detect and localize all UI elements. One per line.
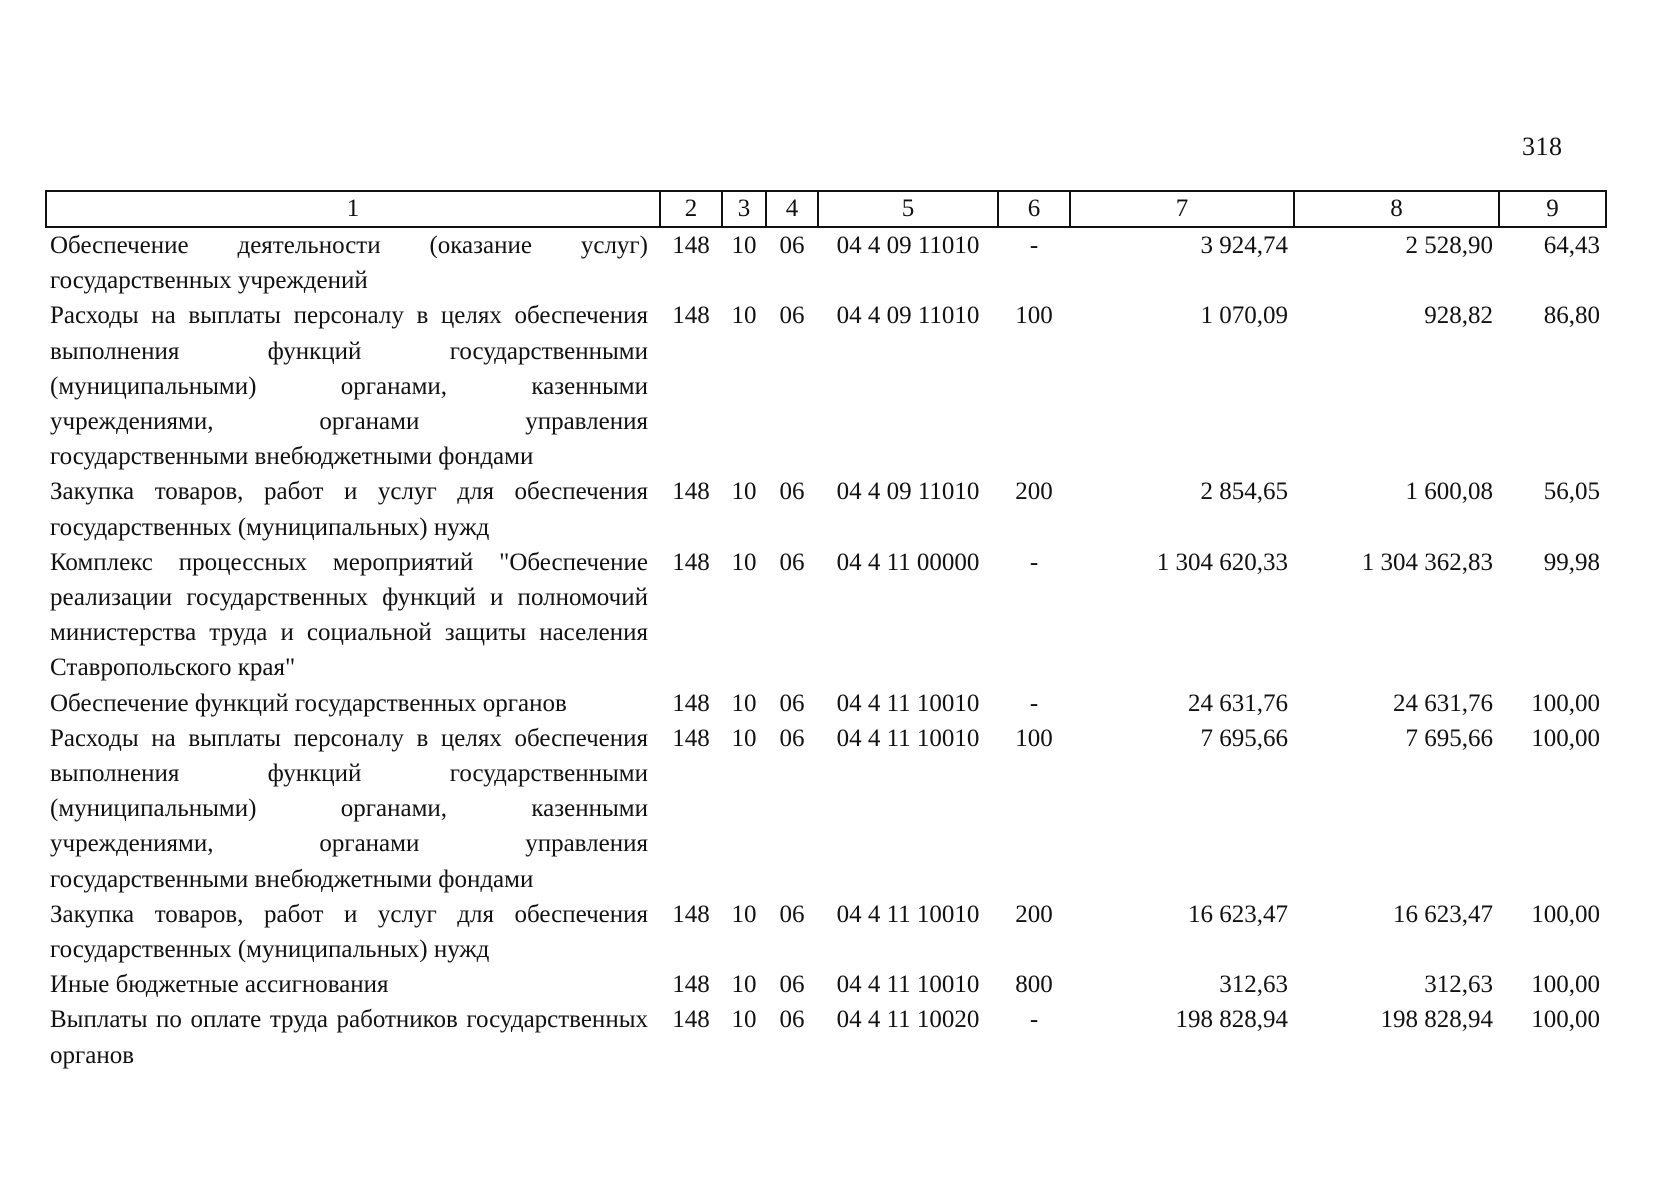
- executed-amount: 1 600,08: [1405, 478, 1493, 506]
- budget-table: [45, 190, 1607, 1073]
- execution-percent: 100,00: [1531, 689, 1600, 717]
- expense-name: Иные бюджетные ассигнования: [50, 971, 389, 999]
- table-row: [46, 686, 1606, 721]
- planned-amount: 16 623,47: [1188, 900, 1288, 928]
- expense-name: Расходы на выплаты персоналу в целях обеспечения выполнения функций государственными (муниципальными) органами, казенными учреждениями, органами управления государственными внебюджетными фондами: [50, 302, 648, 471]
- expense-name: Выплаты по оплате труда работников государственных органов: [50, 1006, 648, 1069]
- target-article-code: 04 4 11 10010: [836, 900, 980, 928]
- execution-percent: 100,00: [1531, 724, 1600, 752]
- executed-amount: 2 528,90: [1405, 232, 1493, 259]
- executed-amount: 198 828,94: [1380, 1006, 1493, 1034]
- expense-type-code: -: [1029, 232, 1039, 259]
- expense-name: Комплекс процессных мероприятий "Обеспечение реализации государственных функций и полномочий министерства труда и социальной защиты населения Ставропольского края": [50, 548, 648, 682]
- execution-percent: 86,80: [1543, 302, 1600, 330]
- ministry-code: 148: [672, 689, 710, 717]
- table-row: [46, 897, 1606, 967]
- expense-type-code: 800: [1015, 971, 1053, 999]
- planned-amount: 1 070,09: [1200, 302, 1288, 330]
- planned-amount: 24 631,76: [1188, 689, 1288, 717]
- subsection-code: 06: [779, 1006, 805, 1034]
- column-header-2: 2: [660, 191, 722, 227]
- column-header-7: 7: [1070, 191, 1294, 227]
- subsection-code: 06: [779, 971, 805, 999]
- subsection-code: 06: [779, 548, 805, 576]
- header-row: [46, 191, 1606, 227]
- section-code: 10: [731, 302, 757, 330]
- table-body: [46, 227, 1606, 1073]
- target-article-code: 04 4 11 10020: [836, 1006, 980, 1034]
- expense-name: Обеспечение функций государственных органов: [50, 689, 567, 717]
- execution-percent: 56,05: [1543, 478, 1600, 506]
- column-header-9: 9: [1499, 191, 1606, 227]
- executed-amount: 312,63: [1424, 971, 1493, 999]
- section-code: 10: [731, 548, 757, 576]
- table-row: [46, 298, 1606, 474]
- ministry-code: 148: [672, 900, 710, 928]
- expense-type-code: 200: [1015, 478, 1053, 506]
- execution-percent: 100,00: [1531, 971, 1600, 999]
- ministry-code: 148: [672, 478, 710, 506]
- executed-amount: 1 304 362,83: [1361, 548, 1493, 576]
- target-article-code: 04 4 11 10010: [836, 689, 980, 717]
- table-row: [46, 545, 1606, 686]
- execution-percent: 100,00: [1531, 900, 1600, 928]
- ministry-code: 148: [672, 302, 710, 330]
- execution-percent: 64,43: [1543, 232, 1600, 259]
- planned-amount: 312,63: [1219, 971, 1288, 999]
- expense-type-code: 100: [1015, 302, 1053, 330]
- execution-percent: 99,98: [1543, 548, 1600, 576]
- table-row: [46, 227, 1606, 298]
- target-article-code: 04 4 09 11010: [836, 478, 980, 506]
- planned-amount: 7 695,66: [1200, 724, 1288, 752]
- ministry-code: 148: [672, 724, 710, 752]
- table-row: [46, 967, 1606, 1002]
- table-row: [46, 1002, 1606, 1072]
- ministry-code: 148: [672, 232, 710, 259]
- expense-type-code: 100: [1015, 724, 1053, 752]
- executed-amount: 16 623,47: [1393, 900, 1493, 928]
- expense-name: Расходы на выплаты персоналу в целях обеспечения выполнения функций государственными (муниципальными) органами, казенными учреждениями, органами управления государственными внебюджетными фондами: [50, 724, 648, 893]
- expense-type-code: 200: [1015, 900, 1053, 928]
- expense-type-code: -: [1029, 548, 1039, 576]
- table-header: [46, 191, 1606, 227]
- execution-percent: 100,00: [1531, 1006, 1600, 1034]
- column-header-6: 6: [998, 191, 1070, 227]
- expense-type-code: -: [1029, 1006, 1039, 1034]
- subsection-code: 06: [779, 232, 805, 259]
- section-code: 10: [731, 724, 757, 752]
- subsection-code: 06: [779, 689, 805, 717]
- ministry-code: 148: [672, 971, 710, 999]
- table-row: [46, 474, 1606, 544]
- target-article-code: 04 4 11 10010: [836, 971, 980, 999]
- target-article-code: 04 4 11 00000: [836, 548, 980, 576]
- subsection-code: 06: [779, 724, 805, 752]
- expense-name: Обеспечение деятельности (оказание услуг) государственных учреждений: [50, 232, 648, 295]
- planned-amount: 3 924,74: [1200, 232, 1288, 259]
- section-code: 10: [731, 478, 757, 506]
- section-code: 10: [731, 900, 757, 928]
- section-code: 10: [731, 1006, 757, 1034]
- section-code: 10: [731, 232, 757, 259]
- column-header-3: 3: [722, 191, 766, 227]
- column-header-4: 4: [766, 191, 818, 227]
- target-article-code: 04 4 11 10010: [836, 724, 980, 752]
- column-header-1: 1: [46, 191, 660, 227]
- target-article-code: 04 4 09 11010: [836, 232, 980, 259]
- planned-amount: 1 304 620,33: [1156, 548, 1288, 576]
- subsection-code: 06: [779, 900, 805, 928]
- page-number: 318: [1522, 132, 1563, 161]
- expense-name: Закупка товаров, работ и услуг для обеспечения государственных (муниципальных) нужд: [50, 900, 648, 964]
- expense-name: Закупка товаров, работ и услуг для обеспечения государственных (муниципальных) нужд: [50, 478, 648, 541]
- subsection-code: 06: [779, 478, 805, 506]
- expense-type-code: -: [1029, 689, 1039, 717]
- executed-amount: 24 631,76: [1393, 689, 1493, 717]
- table-row: [46, 721, 1606, 897]
- executed-amount: 7 695,66: [1405, 724, 1493, 752]
- column-header-5: 5: [818, 191, 998, 227]
- section-code: 10: [731, 971, 757, 999]
- planned-amount: 2 854,65: [1200, 478, 1288, 506]
- subsection-code: 06: [779, 302, 805, 330]
- ministry-code: 148: [672, 1006, 710, 1034]
- planned-amount: 198 828,94: [1175, 1006, 1288, 1034]
- column-header-8: 8: [1294, 191, 1499, 227]
- target-article-code: 04 4 09 11010: [836, 302, 980, 330]
- ministry-code: 148: [672, 548, 710, 576]
- executed-amount: 928,82: [1424, 302, 1493, 330]
- section-code: 10: [731, 689, 757, 717]
